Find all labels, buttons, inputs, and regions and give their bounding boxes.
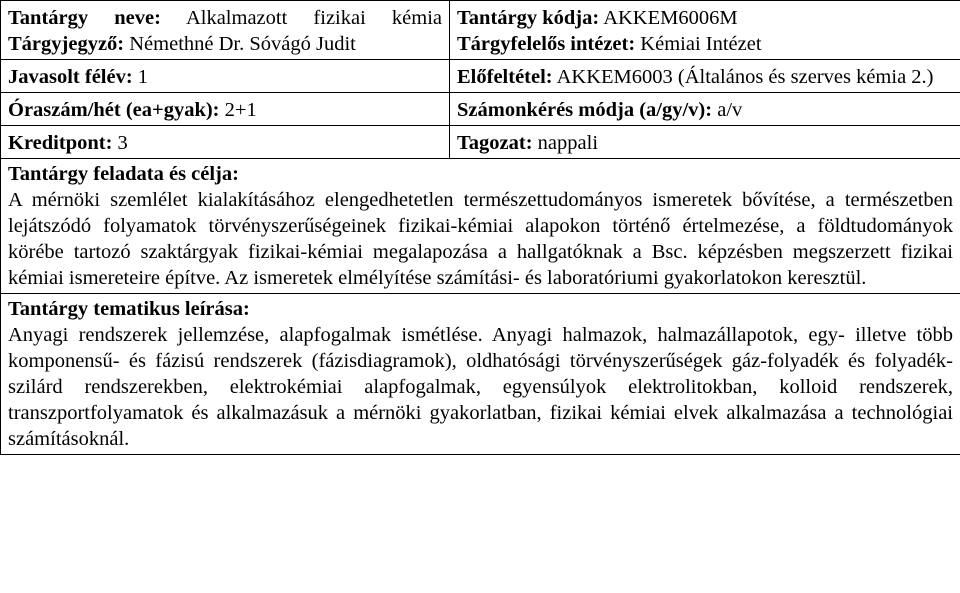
hours-per-week-label: Óraszám/hét (ea+gyak): (8, 99, 220, 121)
course-coordinator-value: Némethné Dr. Sóvágó Judit (129, 33, 356, 55)
cell-recommended-semester (1, 60, 450, 93)
cell-study-mode (450, 126, 960, 159)
row-semester-prerequisite (1, 60, 960, 93)
course-code-value: AKKEM6006M (603, 7, 738, 29)
row-name-code (1, 1, 960, 60)
course-code-line (457, 5, 953, 31)
cell-prerequisite (450, 60, 960, 93)
cell-hours-per-week (1, 93, 450, 126)
cell-course-name-coordinator (1, 1, 450, 60)
course-name-value: Alkalmazott fizikai kémia (185, 7, 443, 29)
objective-text: A mérnöki szemlélet kialakításához elengedhetetlen természettudományos ismeretek bővítése, a természetben lejátszódó folyamatok törvényszerűségeinek fizikai-kémiai alapokon történő értelmezése, a földtudományok körébe tartozó szaktárgyak fizikai-kémiai megalapozása a hallgatóknak a Bsc. képzésben megszerzett fizikai kémiai ismereteire építve. Az ismeretek elmélyítése számítási- és laboratóriumi gyakorlatokon keresztül. (8, 189, 953, 289)
recommended-semester-value: 1 (137, 66, 149, 88)
recommended-semester-label: Javasolt félév: (8, 66, 133, 88)
row-credits-mode (1, 126, 960, 159)
cell-assessment (450, 93, 960, 126)
responsible-institute-value: Kémiai Intézet (640, 33, 762, 55)
assessment-value: a/v (717, 99, 743, 121)
prerequisite-label: Előfeltétel: (457, 66, 553, 88)
row-objective (1, 159, 960, 294)
prerequisite-value: AKKEM6003 (Általános és szerves kémia 2.) (556, 66, 934, 88)
row-topics (1, 294, 960, 455)
course-coordinator-line (8, 31, 442, 57)
hours-per-week-value: 2+1 (224, 99, 257, 121)
credits-label: Kreditpont: (8, 132, 113, 154)
study-mode-label: Tagozat: (457, 132, 533, 154)
course-name-line (8, 5, 442, 31)
cell-course-code-institute (450, 1, 960, 60)
responsible-institute-line (457, 31, 953, 57)
cell-objective (1, 159, 960, 294)
cell-topics (1, 294, 960, 455)
topics-title: Tantárgy tematikus leírása: (8, 298, 250, 320)
study-mode-value: nappali (537, 132, 599, 154)
course-code-label: Tantárgy kódja: (457, 7, 600, 29)
cell-credits (1, 126, 450, 159)
objective-title: Tantárgy feladata és célja: (8, 163, 239, 185)
course-name-label: Tantárgy neve: (8, 7, 161, 29)
topics-text: Anyagi rendszerek jellemzése, alapfogalmak ismétlése. Anyagi halmazok, halmazállapotok, egy- illetve több komponensű- és fázisú rendszerek (fázisdiagramok), oldhatósági törvényszerűségek gáz-folyadék és folyadék-szilárd rendszerekben, elektrokémiai alapfogalmak, egyensúlyok elektrolitokban, kolloid rendszerek, transzportfolyamatok és alkalmazásuk a mérnöki gyakorlatban, fizikai kémiai elvek alkalmazása a technológiai számításoknál. (8, 324, 953, 450)
responsible-institute-label: Tárgyfelelős intézet: (457, 33, 636, 55)
row-hours-assessment (1, 93, 960, 126)
credits-value: 3 (117, 132, 128, 154)
assessment-label: Számonkérés módja (a/gy/v): (457, 99, 713, 121)
course-coordinator-label: Tárgyjegyző: (8, 33, 125, 55)
